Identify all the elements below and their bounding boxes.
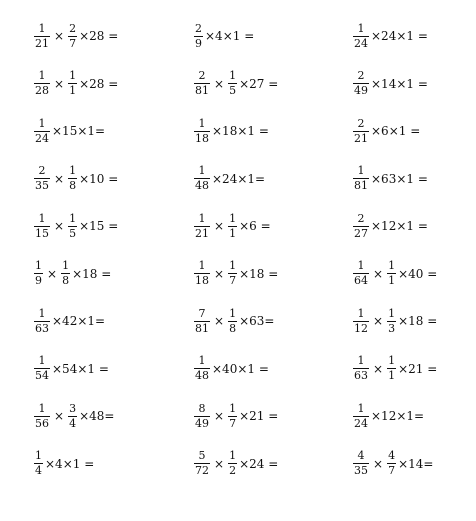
expression-tail: ×63×1 = [371,171,428,186]
fraction [353,23,369,50]
numerator: 1 [229,449,237,462]
numerator: 1 [62,259,70,272]
numerator: 1 [198,164,206,177]
denominator: 81 [195,84,209,97]
expression-tail: ×10 = [79,171,119,186]
expression-tail: ×18 = [239,266,279,281]
times-operator: × [54,29,65,43]
fraction [353,213,369,240]
numerator: 1 [388,354,396,367]
problem-r4-c2 [193,159,265,199]
numerator: 7 [198,306,206,320]
fraction [34,23,50,50]
fraction [353,165,369,192]
fraction [353,308,369,335]
problem-r8-c3 [352,349,437,389]
denominator: 24 [354,416,368,430]
expression-tail: ×24 = [239,456,279,471]
problem-r8-c1 [33,349,109,389]
fraction [34,213,50,240]
numerator: 1 [357,21,365,35]
times-operator: × [54,171,65,186]
fraction [34,118,50,145]
problem-r3-c2 [193,111,269,151]
problem-r6-c1 [33,254,111,294]
problem-r3-c1 [33,111,105,151]
numerator: 1 [69,164,77,177]
denominator: 81 [195,321,209,335]
fraction [194,260,210,287]
problem-r4-c1 [33,159,118,199]
fraction [34,165,50,192]
times-operator: × [373,266,384,281]
numerator: 1 [229,401,237,415]
denominator: 8 [69,179,77,192]
fraction [34,70,50,97]
numerator: 1 [388,259,396,272]
denominator: 8 [229,321,237,335]
expression-tail: ×54×1 = [52,361,109,376]
numerator: 5 [198,449,206,462]
expression-tail: ×48= [79,409,115,423]
problem-r1-c1 [33,16,118,56]
problem-r10-c2 [193,444,278,484]
denominator: 27 [354,226,368,240]
denominator: 5 [69,226,77,240]
numerator: 1 [357,306,365,320]
denominator: 7 [229,274,237,287]
fraction [353,260,369,287]
problem-r7-c2 [193,301,274,341]
numerator: 1 [357,259,365,272]
fraction [353,70,369,97]
expression-tail: ×12×1= [371,409,425,423]
numerator: 1 [229,306,237,320]
expression-tail: ×40×1 = [212,361,269,376]
expression-tail: ×18×1 = [212,124,269,138]
fraction [68,23,77,50]
problem-r5-c2 [193,206,271,246]
expression-tail: ×63= [239,314,275,328]
problem-r10-c1 [33,444,94,484]
fraction [34,260,43,287]
numerator: 2 [198,69,206,82]
fraction [194,403,210,430]
expression-tail: ×18 = [72,266,112,281]
expression-tail: ×27 = [239,76,279,91]
denominator: 4 [35,464,42,477]
expression-tail: ×14×1 = [371,76,428,91]
fraction [194,70,210,97]
times-operator: × [214,314,225,328]
fraction [68,403,77,430]
times-operator: × [47,266,58,281]
numerator: 4 [357,449,365,462]
problem-r9-c1 [33,396,114,436]
fraction [194,308,210,335]
denominator: 9 [195,36,202,50]
fraction [194,23,203,50]
expression-tail: ×21 = [398,361,438,376]
denominator: 12 [354,321,368,335]
denominator: 35 [35,179,49,192]
denominator: 63 [354,369,368,382]
problem-r7-c3 [352,301,437,341]
numerator: 1 [38,306,46,320]
numerator: 1 [357,401,365,415]
fraction [353,450,369,477]
numerator: 1 [229,259,237,272]
numerator: 1 [198,116,206,130]
numerator: 1 [38,401,46,415]
denominator: 28 [35,84,49,97]
denominator: 1 [388,274,396,287]
expression-tail: ×28 = [79,76,119,91]
numerator: 1 [38,211,46,225]
fraction [34,403,50,430]
fraction [194,213,210,240]
fraction [387,355,396,382]
denominator: 5 [229,84,237,97]
expression-tail: ×4×1 = [205,29,255,43]
times-operator: × [54,409,65,423]
expression-tail: ×15 = [79,219,119,233]
fraction [194,450,210,477]
problem-r1-c2 [193,16,254,56]
problem-r10-c3 [352,444,433,484]
fraction [387,260,396,287]
denominator: 7 [69,36,77,50]
times-operator: × [373,314,384,328]
problem-r9-c2 [193,396,278,436]
denominator: 54 [35,369,49,382]
numerator: 1 [357,164,365,177]
fraction [34,308,50,335]
fraction [194,118,210,145]
problem-r1-c3 [352,16,428,56]
denominator: 18 [195,131,209,145]
expression-tail: ×15×1= [52,124,106,138]
denominator: 49 [354,84,368,97]
fraction [228,403,237,430]
numerator: 4 [388,449,396,462]
times-operator: × [214,409,225,423]
denominator: 72 [195,464,209,477]
problem-r2-c2 [193,64,278,104]
fraction [61,260,70,287]
numerator: 2 [357,116,365,130]
denominator: 9 [35,274,42,287]
fraction [353,118,369,145]
numerator: 1 [198,354,206,367]
times-operator: × [54,219,65,233]
problem-r6-c3 [352,254,437,294]
numerator: 3 [69,401,77,415]
problem-r2-c1 [33,64,118,104]
problem-r4-c3 [352,159,428,199]
problem-r3-c3 [352,111,420,151]
expression-tail: ×24×1= [212,171,266,186]
numerator: 1 [38,354,46,367]
numerator: 1 [69,211,77,225]
numerator: 1 [35,259,42,272]
denominator: 21 [195,226,209,240]
expression-tail: ×18 = [398,314,438,328]
numerator: 1 [388,306,396,320]
numerator: 1 [38,116,46,130]
denominator: 48 [195,369,209,382]
numerator: 8 [198,401,206,415]
denominator: 21 [35,36,49,50]
problem-r8-c2 [193,349,269,389]
expression-tail: ×40 = [398,266,438,281]
times-operator: × [214,266,225,281]
denominator: 56 [35,416,49,430]
denominator: 63 [35,321,49,335]
numerator: 2 [357,69,365,82]
numerator: 1 [229,69,237,82]
denominator: 4 [69,416,77,430]
denominator: 7 [388,464,396,477]
denominator: 64 [354,274,368,287]
fraction [34,450,43,477]
problem-r6-c2 [193,254,278,294]
problem-r9-c3 [352,396,424,436]
problem-r7-c1 [33,301,105,341]
denominator: 7 [229,416,237,430]
times-operator: × [214,219,225,233]
fraction [228,70,237,97]
fraction [228,213,237,240]
denominator: 1 [388,369,396,382]
denominator: 1 [229,226,237,240]
times-operator: × [373,456,384,471]
denominator: 48 [195,179,209,192]
expression-tail: ×4×1 = [45,456,95,471]
fraction [228,308,237,335]
fraction [353,403,369,430]
denominator: 21 [354,131,368,145]
numerator: 2 [357,211,365,225]
numerator: 1 [357,354,365,367]
expression-tail: ×14= [398,456,434,471]
times-operator: × [214,76,225,91]
problem-r5-c1 [33,206,118,246]
numerator: 1 [198,211,206,225]
expression-tail: ×6×1 = [371,124,421,138]
numerator: 2 [195,21,202,35]
denominator: 15 [35,226,49,240]
fraction [68,70,77,97]
denominator: 24 [35,131,49,145]
expression-tail: ×24×1 = [371,29,428,43]
problem-r5-c3 [352,206,428,246]
expression-tail: ×6 = [239,219,271,233]
denominator: 3 [388,321,396,335]
numerator: 1 [69,69,77,82]
numerator: 1 [229,211,237,225]
numerator: 1 [38,69,46,82]
fraction [387,450,396,477]
fraction [194,355,210,382]
fraction [68,213,77,240]
denominator: 2 [229,464,237,477]
denominator: 49 [195,416,209,430]
denominator: 18 [195,274,209,287]
times-operator: × [54,76,65,91]
expression-tail: ×42×1= [52,314,106,328]
expression-tail: ×12×1 = [371,219,428,233]
fraction [34,355,50,382]
numerator: 1 [198,259,206,272]
fraction [387,308,396,335]
problem-r2-c3 [352,64,428,104]
numerator: 2 [38,164,46,177]
fraction [68,165,77,192]
denominator: 8 [62,274,70,287]
times-operator: × [214,456,225,471]
fraction [353,355,369,382]
denominator: 81 [354,179,368,192]
denominator: 24 [354,36,368,50]
numerator: 1 [35,449,42,462]
fraction [228,260,237,287]
fraction [228,450,237,477]
expression-tail: ×21 = [239,409,279,423]
times-operator: × [373,361,384,376]
numerator: 2 [69,21,77,35]
numerator: 1 [38,21,46,35]
expression-tail: ×28 = [79,29,119,43]
denominator: 35 [354,464,368,477]
denominator: 1 [69,84,77,97]
fraction [194,165,210,192]
